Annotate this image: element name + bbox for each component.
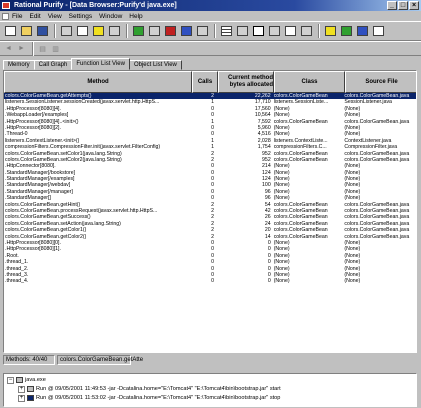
window-controls xyxy=(387,1,419,10)
toolbar-separator xyxy=(32,42,34,56)
cell-method: .StandardManager[/webdav] xyxy=(5,182,71,189)
maximize-button[interactable]: □ xyxy=(398,1,408,10)
memory-icon[interactable] xyxy=(283,24,297,38)
cell-method: .HttpProcessor[8080][0]. xyxy=(5,239,61,246)
grid-icon[interactable] xyxy=(219,24,233,38)
cell-source-file: (None) xyxy=(344,271,361,278)
pause-icon[interactable] xyxy=(147,24,161,38)
cell-method: .StandardManager[/bookstore] xyxy=(5,169,76,176)
cell-bytes: 0 xyxy=(267,271,271,278)
cell-class: (None) xyxy=(273,246,290,253)
cell-calls: 0 xyxy=(211,259,214,266)
cell-calls: 0 xyxy=(211,105,214,112)
cell-method: listeners.SessionListener.sessionCreated(javax.servlet.http.HttpS... xyxy=(5,99,160,106)
cell-calls: 0 xyxy=(211,239,214,246)
cell-class: colors.ColorGameBean xyxy=(273,220,328,227)
cell-calls: 2 xyxy=(211,214,214,221)
cell-source-file: (None) xyxy=(344,182,361,189)
cell-method: .HttpProcessor[8080][4]..<init>() xyxy=(5,118,79,125)
cell-source-file: (None) xyxy=(344,112,361,119)
cell-bytes: 214 xyxy=(262,163,271,170)
cell-bytes: 0 xyxy=(267,246,271,253)
cell-source-file: colors.ColorGameBean.java xyxy=(344,214,410,221)
cell-bytes: 54 xyxy=(264,201,271,208)
main-toolbar xyxy=(0,21,421,41)
cell-class: listeners.SessionListe... xyxy=(273,99,329,106)
call-graph-icon[interactable] xyxy=(235,24,249,38)
cell-bytes: 0 xyxy=(267,239,271,246)
cell-method: .HttpProcessor[8080][1]. xyxy=(5,246,61,253)
menu-settings[interactable]: Settings xyxy=(68,12,93,20)
run-icon[interactable] xyxy=(131,24,145,38)
cell-class: (None) xyxy=(273,131,290,138)
cell-source-file: ContextListener.java xyxy=(344,137,392,144)
open-icon[interactable] xyxy=(19,24,33,38)
tab-memory[interactable]: Memory xyxy=(3,60,35,70)
cell-bytes: 4,516 xyxy=(257,131,271,138)
cell-source-file: colors.ColorGameBean.java xyxy=(344,93,410,99)
cell-source-file: (None) xyxy=(344,163,361,170)
object-list-icon[interactable] xyxy=(267,24,281,38)
cell-bytes: 26 xyxy=(264,214,271,221)
cell-method: .Thread-0 xyxy=(5,131,28,138)
tree-run-label: Run @ 09/05/2001 11:53:02 -jar -Dcatalina.home="E:\Tomcat4" "E:\Tomcat4\bin\bootstrap.jar" stop xyxy=(36,395,281,401)
view-tabs xyxy=(3,58,181,70)
forward-icon[interactable]: ► xyxy=(18,45,25,52)
cell-calls: 2 xyxy=(211,156,214,163)
cell-bytes: 0 xyxy=(267,278,271,285)
cell-method: colors.ColorGameBean.getColor2() xyxy=(5,233,87,240)
save-icon[interactable] xyxy=(35,24,49,38)
cell-class: (None) xyxy=(273,176,290,183)
cell-method: colors.ColorGameBean.setColor1(java.lang.String) xyxy=(5,150,122,157)
function-list-table xyxy=(3,70,417,353)
cell-calls: 2 xyxy=(211,208,214,215)
table-body xyxy=(4,93,416,285)
tree-run-item[interactable] xyxy=(18,394,280,402)
cell-bytes: 17,710 xyxy=(254,99,271,106)
cell-bytes: 0 xyxy=(267,259,271,266)
cell-calls: 0 xyxy=(211,265,214,272)
print-icon[interactable] xyxy=(59,24,73,38)
cell-source-file: SessionListener.java xyxy=(344,99,392,106)
cell-class: (None) xyxy=(273,195,290,202)
cell-method: listeners.ContextListener.<init>() xyxy=(5,137,80,144)
cell-source-file: (None) xyxy=(344,169,361,176)
cell-bytes: 96 xyxy=(264,188,271,195)
cell-source-file: CompressionFilter.java xyxy=(344,144,398,151)
navigation-toolbar xyxy=(0,41,421,56)
cell-calls: 0 xyxy=(211,169,214,176)
cell-source-file: (None) xyxy=(344,195,361,202)
cell-class: (None) xyxy=(273,265,290,272)
back-icon[interactable]: ◄ xyxy=(5,45,12,52)
cell-calls: 0 xyxy=(211,131,214,138)
cell-source-file: colors.ColorGameBean.java xyxy=(344,201,410,208)
table-row[interactable] xyxy=(4,278,416,284)
expand-toggle-icon[interactable]: + xyxy=(19,385,24,392)
cell-bytes: 100 xyxy=(262,182,271,189)
column-header-bytes[interactable]: Current method bytes allocated xyxy=(218,71,274,93)
tree-root[interactable] xyxy=(7,376,46,384)
cell-class: (None) xyxy=(273,252,290,259)
cell-method: .StandardManager[/manager] xyxy=(5,188,73,195)
toolbar-separator xyxy=(214,24,216,38)
status-method-count: Methods: 40/40 xyxy=(3,355,55,365)
compare-icon[interactable] xyxy=(195,24,209,38)
cell-class: (None) xyxy=(273,188,290,195)
cell-source-file: (None) xyxy=(344,278,361,285)
cell-method: .thread_3. xyxy=(5,271,29,278)
cell-class: colors.ColorGameBean xyxy=(273,208,328,215)
cell-method: .HttpProcessor[8080][2]. xyxy=(5,124,61,131)
cell-bytes: 5,960 xyxy=(257,124,271,131)
cell-method: colors.ColorGameBean.getHint() xyxy=(5,201,81,208)
filter-icon[interactable] xyxy=(299,24,313,38)
cell-calls: 0 xyxy=(211,182,214,189)
cell-class: colors.ColorGameBean xyxy=(273,233,328,240)
cell-class: colors.ColorGameBean xyxy=(273,93,328,99)
cell-method: .HttpProcessor[8080][4]. xyxy=(5,105,61,112)
table-header xyxy=(4,71,417,93)
menu-file[interactable]: File xyxy=(12,12,23,20)
process-icon xyxy=(16,377,23,383)
cell-class: (None) xyxy=(273,105,290,112)
cell-calls: 0 xyxy=(211,246,214,253)
column-header-method[interactable]: Method xyxy=(4,71,192,93)
cell-method: compressionFilters.CompressionFilter.init(javax.servlet.FilterConfig) xyxy=(5,144,161,151)
cell-method: colors.ColorGameBean.getAttempts() xyxy=(5,93,92,99)
cell-source-file: colors.ColorGameBean.java xyxy=(344,150,410,157)
find-icon[interactable] xyxy=(107,24,121,38)
cell-source-file: colors.ColorGameBean.java xyxy=(344,227,410,234)
column-header-calls[interactable]: Calls xyxy=(192,71,218,93)
chart-icon[interactable] xyxy=(355,24,369,38)
cell-bytes: 42 xyxy=(264,208,271,215)
tree-run-item[interactable] xyxy=(18,385,281,393)
cell-calls: 2 xyxy=(211,201,214,208)
cell-method: .thread_4. xyxy=(5,278,29,285)
cell-method: .HttpConnector[8080]. xyxy=(5,163,56,170)
cell-bytes: 952 xyxy=(262,150,271,157)
cell-method: colors.ColorGameBean.processRequest(javax.servlet.http.HttpS... xyxy=(5,208,158,215)
cell-bytes: 2,028 xyxy=(257,137,271,144)
run-icon xyxy=(27,395,34,401)
cell-source-file: (None) xyxy=(344,131,361,138)
close-button[interactable]: × xyxy=(409,1,419,10)
cell-class: (None) xyxy=(273,182,290,189)
cell-bytes: 96 xyxy=(264,195,271,202)
tab-call-graph[interactable]: Call Graph xyxy=(34,60,73,70)
cell-calls: 0 xyxy=(211,278,214,285)
cell-class: (None) xyxy=(273,169,290,176)
toolbar-separator xyxy=(126,24,128,38)
document-icon[interactable] xyxy=(2,13,9,20)
cell-calls: 0 xyxy=(211,252,214,259)
cell-calls: 0 xyxy=(211,163,214,170)
cell-calls: 0 xyxy=(211,112,214,119)
menu-help[interactable]: Help xyxy=(129,12,143,20)
cell-class: colors.ColorGameBean xyxy=(273,201,328,208)
help-icon[interactable] xyxy=(371,24,385,38)
function-list-icon[interactable] xyxy=(251,24,265,38)
window-title: Rational Purify - [Data Browser:Purify'd java.exe] xyxy=(14,2,177,9)
column-header-source-file[interactable]: Source File xyxy=(345,71,417,93)
cell-bytes: 0 xyxy=(267,252,271,259)
cell-bytes: 1,754 xyxy=(257,144,271,151)
cell-bytes: 24 xyxy=(264,220,271,227)
tree-run-label: Run @ 09/05/2001 11:49:53 -jar -Dcatalina.home="E:\Tomcat4" "E:\Tomcat4\bin\bootstrap.jar" start xyxy=(36,386,281,392)
collapse-toggle-icon[interactable]: − xyxy=(8,376,13,383)
cell-source-file: (None) xyxy=(344,188,361,195)
cell-class: colors.ColorGameBean xyxy=(273,150,328,157)
cell-bytes: 17,560 xyxy=(254,105,271,112)
paste-icon[interactable] xyxy=(91,24,105,38)
cell-class: colors.ColorGameBean xyxy=(273,214,328,221)
menu-window[interactable]: Window xyxy=(99,12,123,20)
cell-method: colors.ColorGameBean.getColor1() xyxy=(5,227,87,234)
stop-icon[interactable] xyxy=(163,24,177,38)
cell-calls: 1 xyxy=(211,99,214,106)
expand-icon[interactable]: ▤ xyxy=(39,45,46,53)
cell-bytes: 20 xyxy=(264,227,271,234)
cell-method: .thread_1. xyxy=(5,259,29,266)
cell-source-file: colors.ColorGameBean.java xyxy=(344,220,410,227)
cell-method: colors.ColorGameBean.setAction(java.lang.String) xyxy=(5,220,121,227)
cell-calls: 1 xyxy=(211,118,214,125)
cell-class: (None) xyxy=(273,124,290,131)
cell-source-file: (None) xyxy=(344,246,361,253)
expand-toggle-icon[interactable]: + xyxy=(19,394,24,401)
cell-calls: 0 xyxy=(211,124,214,131)
tab-function-list-view[interactable]: Function List View xyxy=(71,58,130,70)
cell-bytes: 10,564 xyxy=(254,112,271,119)
copy-icon[interactable] xyxy=(75,24,89,38)
column-header-class[interactable]: Class xyxy=(274,71,345,93)
cell-bytes: 124 xyxy=(262,169,271,176)
cell-source-file: (None) xyxy=(344,265,361,272)
snapshot-icon[interactable] xyxy=(179,24,193,38)
cell-bytes: 952 xyxy=(262,156,271,163)
cell-method: .WebappLoader[/examples] xyxy=(5,112,69,119)
cell-bytes: 14 xyxy=(264,233,271,240)
cell-calls: 0 xyxy=(211,188,214,195)
gc-icon[interactable] xyxy=(339,24,353,38)
cell-source-file: colors.ColorGameBean.java xyxy=(344,233,410,240)
cell-bytes: 124 xyxy=(262,176,271,183)
cell-class: compressionFilters.C... xyxy=(273,144,327,151)
cell-class: (None) xyxy=(273,163,290,170)
cell-calls: 2 xyxy=(211,93,214,99)
cell-bytes: 0 xyxy=(267,265,271,272)
cell-source-file: (None) xyxy=(344,105,361,112)
cell-class: (None) xyxy=(273,259,290,266)
cell-source-file: colors.ColorGameBean.java xyxy=(344,118,410,125)
cell-bytes: 7,592 xyxy=(257,118,271,125)
menu-edit[interactable]: Edit xyxy=(29,12,41,20)
cell-class: (None) xyxy=(273,112,290,119)
cell-source-file: (None) xyxy=(344,239,361,246)
cell-calls: 2 xyxy=(211,233,214,240)
pen-icon[interactable] xyxy=(323,24,337,38)
toolbar-separator xyxy=(318,24,320,38)
collapse-icon[interactable]: ▥ xyxy=(52,45,59,53)
purify-app-icon xyxy=(2,2,10,9)
menu-view[interactable]: View xyxy=(47,12,62,20)
cell-calls: 0 xyxy=(211,195,214,202)
cell-source-file: (None) xyxy=(344,176,361,183)
new-icon[interactable] xyxy=(3,24,17,38)
cell-calls: 2 xyxy=(211,227,214,234)
tree-root-label: java.exe xyxy=(25,377,46,383)
title-bar[interactable] xyxy=(0,0,421,11)
cell-method: colors.ColorGameBean.getSuccess() xyxy=(5,214,91,221)
status-bar xyxy=(3,355,417,365)
cell-class: colors.ColorGameBean xyxy=(273,118,328,125)
cell-class: colors.ColorGameBean xyxy=(273,227,328,234)
cell-method: .StandardManager[] xyxy=(5,195,51,202)
minimize-button[interactable]: _ xyxy=(387,1,397,10)
run-icon xyxy=(27,386,34,392)
cell-method: colors.ColorGameBean.setColor2(java.lang.String) xyxy=(5,156,122,163)
cell-source-file: colors.ColorGameBean.java xyxy=(344,156,410,163)
cell-source-file: colors.ColorGameBean.java xyxy=(344,208,410,215)
cell-calls: 0 xyxy=(211,271,214,278)
cell-class: (None) xyxy=(273,278,290,285)
menu-bar xyxy=(0,11,421,21)
cell-method: .StandardManager[/examples] xyxy=(5,176,75,183)
cell-class: (None) xyxy=(273,271,290,278)
cell-source-file: (None) xyxy=(344,124,361,131)
status-selection: colors.ColorGameBean.getAtte xyxy=(57,355,131,365)
cell-calls: 1 xyxy=(211,144,214,151)
tab-object-list-view[interactable]: Object List View xyxy=(129,60,182,70)
cell-class: colors.ColorGameBean xyxy=(273,156,328,163)
cell-class: (None) xyxy=(273,239,290,246)
cell-calls: 2 xyxy=(211,220,214,227)
cell-bytes: 22,262 xyxy=(254,93,271,99)
run-tree xyxy=(3,373,417,407)
cell-method: .Root. xyxy=(5,252,19,259)
cell-class: listeners.ContextListe... xyxy=(273,137,328,144)
cell-calls: 2 xyxy=(211,150,214,157)
cell-method: .thread_2. xyxy=(5,265,29,272)
toolbar-separator xyxy=(54,24,56,38)
cell-calls: 1 xyxy=(211,137,214,144)
cell-source-file: (None) xyxy=(344,259,361,266)
cell-calls: 0 xyxy=(211,176,214,183)
cell-source-file: (None) xyxy=(344,252,361,259)
